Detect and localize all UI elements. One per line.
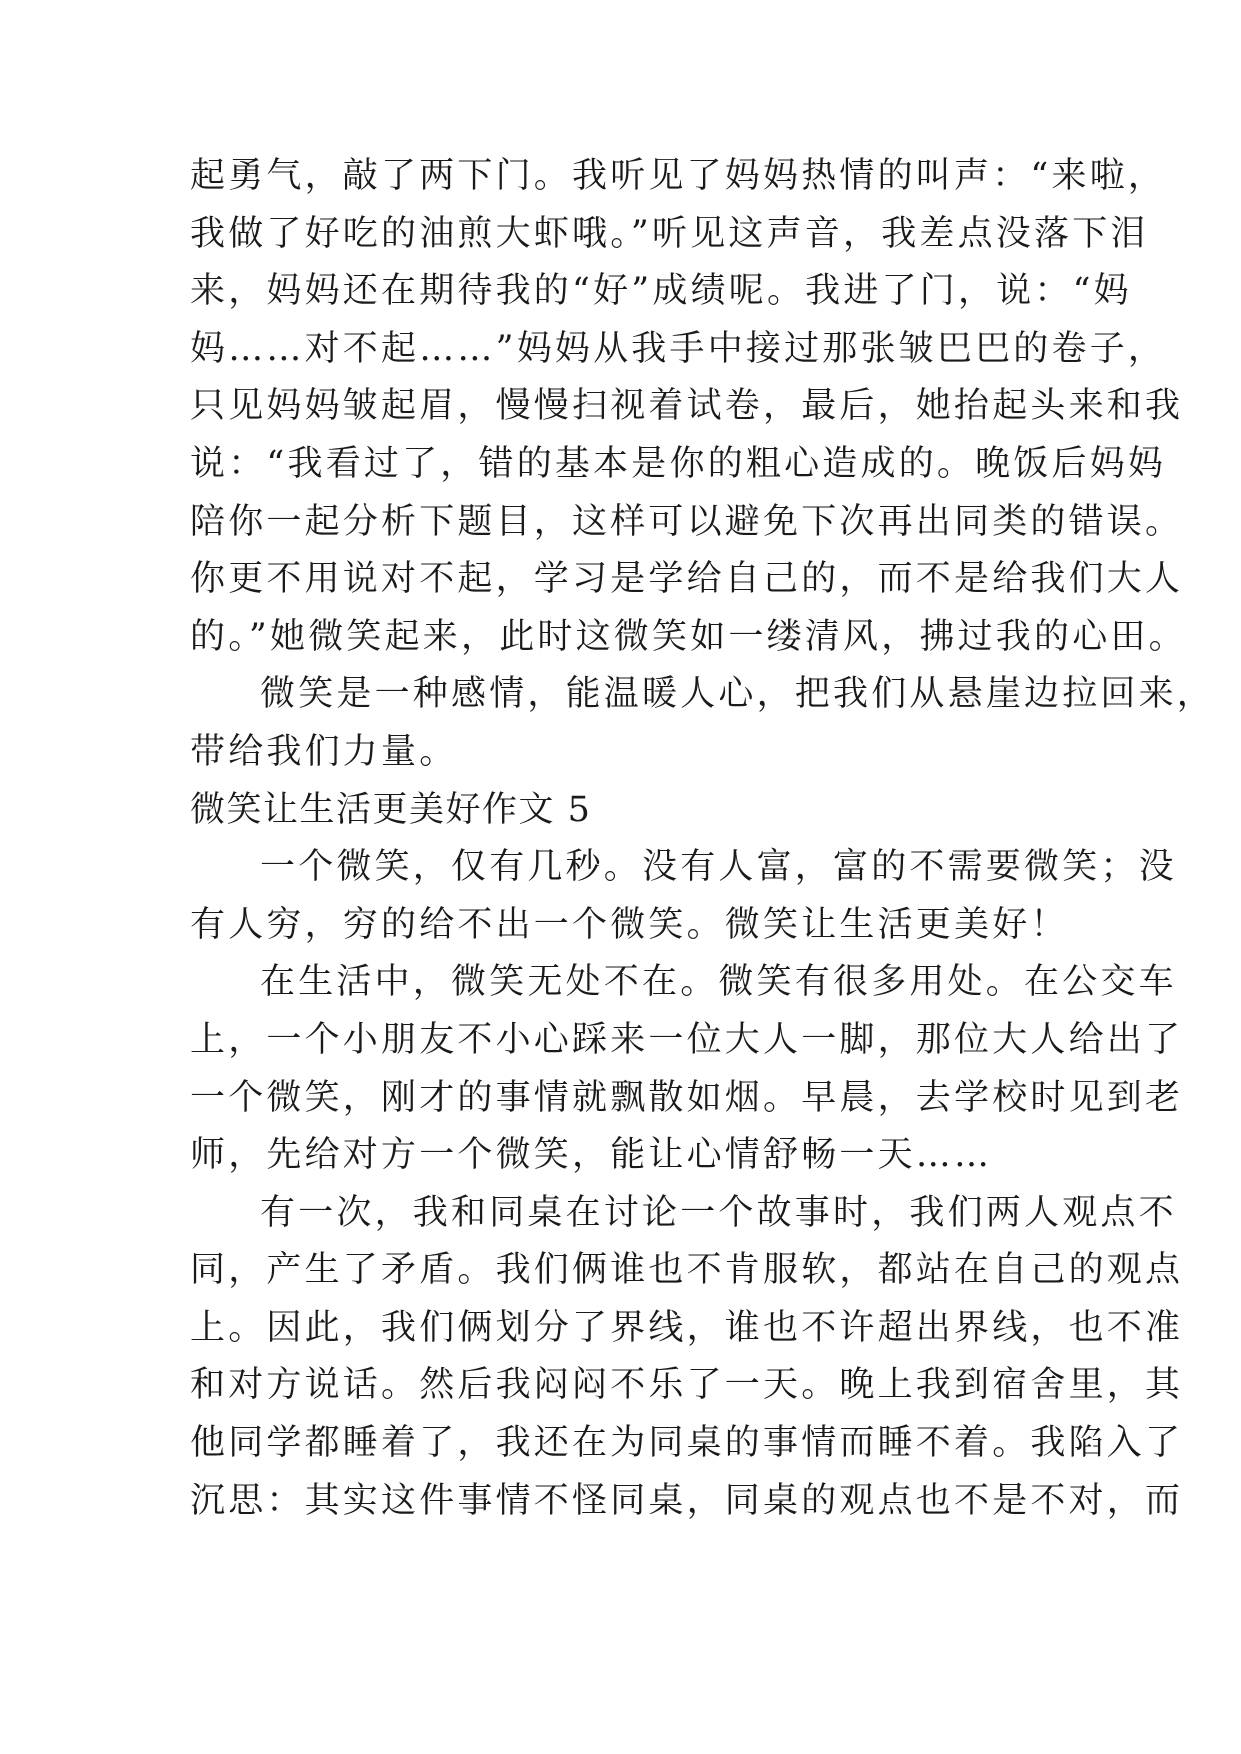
text-line: 妈……对不起……”妈妈从我手中接过那张皱巴巴的卷子， [190,328,1167,369]
text-line: 我做了好吃的油煎大虾哦。”听见这声音，我差点没落下泪 [190,213,1149,254]
text-line: 你更不用说对不起，学习是学给自己的，而不是给我们大人 [190,559,1184,600]
text-line: 有一次，我和同桌在讨论一个故事时，我们两人观点不 [260,1192,1177,1233]
text-line: 的。”她微笑起来，此时这微笑如一缕清风，拂过我的心田。 [190,616,1187,657]
text-line: 只见妈妈皱起眉，慢慢扫视着试卷，最后，她抬起头来和我 [190,386,1184,427]
text-line: 和对方说话。然后我闷闷不乐了一天。晚上我到宿舍里，其 [190,1365,1184,1406]
text-line: 师，先给对方一个微笑，能让心情舒畅一天…… [190,1135,993,1176]
text-line: 来，妈妈还在期待我的“好”成绩呢。我进了门，说：“妈 [190,271,1132,312]
text-line: 上。因此，我们俩划分了界线，谁也不许超出界线，也不准 [190,1307,1184,1348]
text-line: 一个微笑，刚才的事情就飘散如烟。早晨，去学校时见到老 [190,1077,1184,1118]
text-line: 说：“我看过了，错的基本是你的粗心造成的。晚饭后妈妈 [190,443,1167,484]
text-line: 一个微笑，仅有几秒。没有人富，富的不需要微笑；没 [260,847,1177,888]
section-heading: 微笑让生活更美好作文 5 [190,789,592,830]
text-line: 陪你一起分析下题目，这样可以避免下次再出同类的错误。 [190,501,1184,542]
text-line: 上，一个小朋友不小心踩来一位大人一脚，那位大人给出了 [190,1019,1184,1060]
text-line: 有人穷，穷的给不出一个微笑。微笑让生活更美好！ [190,904,1069,945]
text-line: 带给我们力量。 [190,731,458,772]
text-line: 沉思：其实这件事情不怪同桌，同桌的观点也不是不对，而 [190,1480,1184,1521]
text-line: 微笑是一种感情，能温暖人心，把我们从悬崖边拉回来， [260,674,1216,715]
text-line: 在生活中，微笑无处不在。微笑有很多用处。在公交车 [260,962,1177,1003]
text-line: 起勇气，敲了两下门。我听见了妈妈热情的叫声：“来啦， [190,156,1167,196]
document-body [190,148,1216,1530]
text-line: 同，产生了矛盾。我们俩谁也不肯服软，都站在自己的观点 [190,1250,1184,1291]
text-line: 他同学都睡着了，我还在为同桌的事情而睡不着。我陷入了 [190,1423,1184,1464]
